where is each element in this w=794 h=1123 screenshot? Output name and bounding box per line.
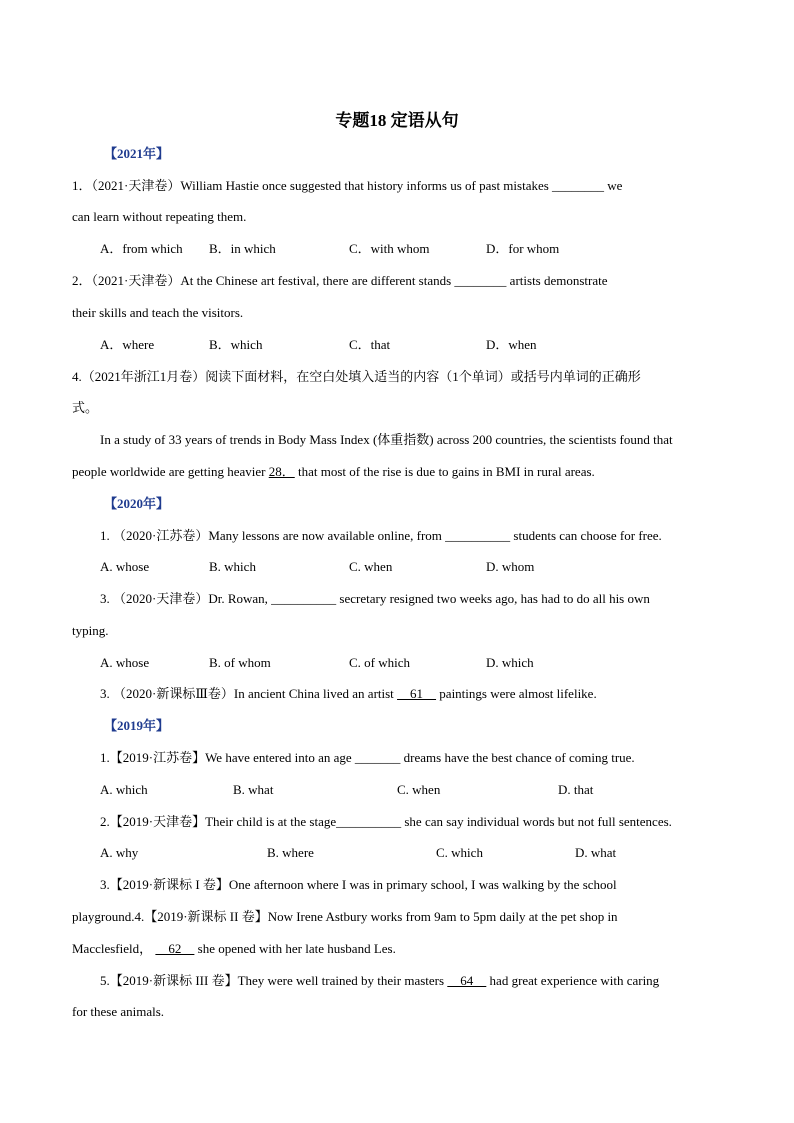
question-2019-5-line2: for these animals. bbox=[72, 1004, 165, 1019]
option-d: D. whom bbox=[486, 559, 535, 574]
option-b: B．which bbox=[209, 337, 263, 352]
option-d: D．when bbox=[486, 337, 537, 352]
option-d: D. what bbox=[575, 845, 617, 860]
question-2021-4-passage-line2 bbox=[72, 464, 595, 480]
question-2021-2-line2: their skills and teach the visitors. bbox=[72, 305, 244, 320]
question-2019-3-line3 bbox=[72, 941, 396, 957]
answer-blank: 61 bbox=[397, 686, 437, 701]
answer-blank: 28． bbox=[268, 464, 295, 479]
option-a: A. whose bbox=[100, 655, 150, 670]
option-d: D. which bbox=[486, 655, 534, 670]
option-c: C. when bbox=[349, 559, 393, 574]
option-b: B. where bbox=[267, 845, 314, 860]
question-2019-2-line1: 2.【2019·天津卷】Their child is at the stage__________ she can say individual words but not full sentences. bbox=[100, 814, 672, 829]
option-d: D. that bbox=[558, 782, 594, 797]
text: 5.【2019·新课标 III 卷】They were well trained by their masters bbox=[100, 973, 448, 988]
text: she opened with her late husband Les. bbox=[194, 941, 396, 956]
option-b: B．in which bbox=[209, 241, 276, 256]
section-heading-2020: 【2020年】 bbox=[104, 496, 170, 511]
question-2019-1-line1: 1.【2019·江苏卷】We have entered into an age _______ dreams have the best chance of coming true. bbox=[100, 750, 635, 765]
text: paintings were almost lifelike. bbox=[436, 686, 597, 701]
answer-blank: 62 bbox=[155, 941, 195, 956]
option-c: C．with whom bbox=[349, 241, 430, 256]
option-c: C. when bbox=[397, 782, 441, 797]
option-a: A. which bbox=[100, 782, 148, 797]
question-2019-5-line1 bbox=[100, 973, 659, 989]
text: that most of the rise is due to gains in BMI in rural areas. bbox=[294, 464, 595, 479]
option-c: C. of which bbox=[349, 655, 411, 670]
question-2019-3-line1: 3.【2019·新课标 I 卷】One afternoon where I was in primary school, I was walking by the school bbox=[100, 877, 617, 892]
question-2021-1-line1: 1．（2021·天津卷）William Hastie once suggested that history informs us of past mistakes ________ we bbox=[72, 178, 623, 193]
answer-blank: 64 bbox=[447, 973, 487, 988]
question-2021-4-line2: 式。 bbox=[72, 400, 99, 415]
option-a: A．from which bbox=[100, 241, 183, 256]
text: Macclesfield， bbox=[72, 941, 156, 956]
option-d: D．for whom bbox=[486, 241, 560, 256]
question-2021-4-passage-line1: In a study of 33 years of trends in Body Mass Index (体重指数) across 200 countries, the scientists found that bbox=[100, 432, 673, 447]
text: people worldwide are getting heavier bbox=[72, 464, 269, 479]
text: 3. （2020·新课标Ⅲ卷）In ancient China lived an artist bbox=[100, 686, 398, 701]
text: had great experience with caring bbox=[486, 973, 660, 988]
question-2021-2-line1: 2．（2021·天津卷）At the Chinese art festival, there are different stands ________ artists demonstrate bbox=[72, 273, 608, 288]
question-2021-4-line1: 4.（2021年浙江1月卷）阅读下面材料，在空白处填入适当的内容（1个单词）或括号内单词的正确形 bbox=[72, 369, 641, 384]
section-heading-2019: 【2019年】 bbox=[104, 718, 170, 733]
question-2019-3-line2: playground.4.【2019·新课标 II 卷】Now Irene Astbury works from 9am to 5pm daily at the pet shop in bbox=[72, 909, 618, 924]
question-2020-3-line1: 3. （2020·天津卷）Dr. Rowan, __________ secretary resigned two weeks ago, has had to do all his own bbox=[100, 591, 650, 606]
option-a: A. why bbox=[100, 845, 139, 860]
option-b: B. of whom bbox=[209, 655, 271, 670]
page-title: 专题18 定语从句 bbox=[335, 111, 459, 130]
section-heading-2021: 【2021年】 bbox=[104, 146, 170, 161]
question-2020-3b bbox=[100, 686, 597, 702]
question-2021-1-line2: can learn without repeating them. bbox=[72, 209, 247, 224]
option-c: C. which bbox=[436, 845, 483, 860]
option-b: B. what bbox=[233, 782, 274, 797]
option-a: A. whose bbox=[100, 559, 150, 574]
question-2020-1-line1: 1. （2020·江苏卷）Many lessons are now available online, from __________ students can choose for free. bbox=[100, 528, 662, 543]
question-2020-3-line2: typing. bbox=[72, 623, 109, 638]
option-b: B. which bbox=[209, 559, 256, 574]
option-c: C．that bbox=[349, 337, 391, 352]
option-a: A．where bbox=[100, 337, 155, 352]
